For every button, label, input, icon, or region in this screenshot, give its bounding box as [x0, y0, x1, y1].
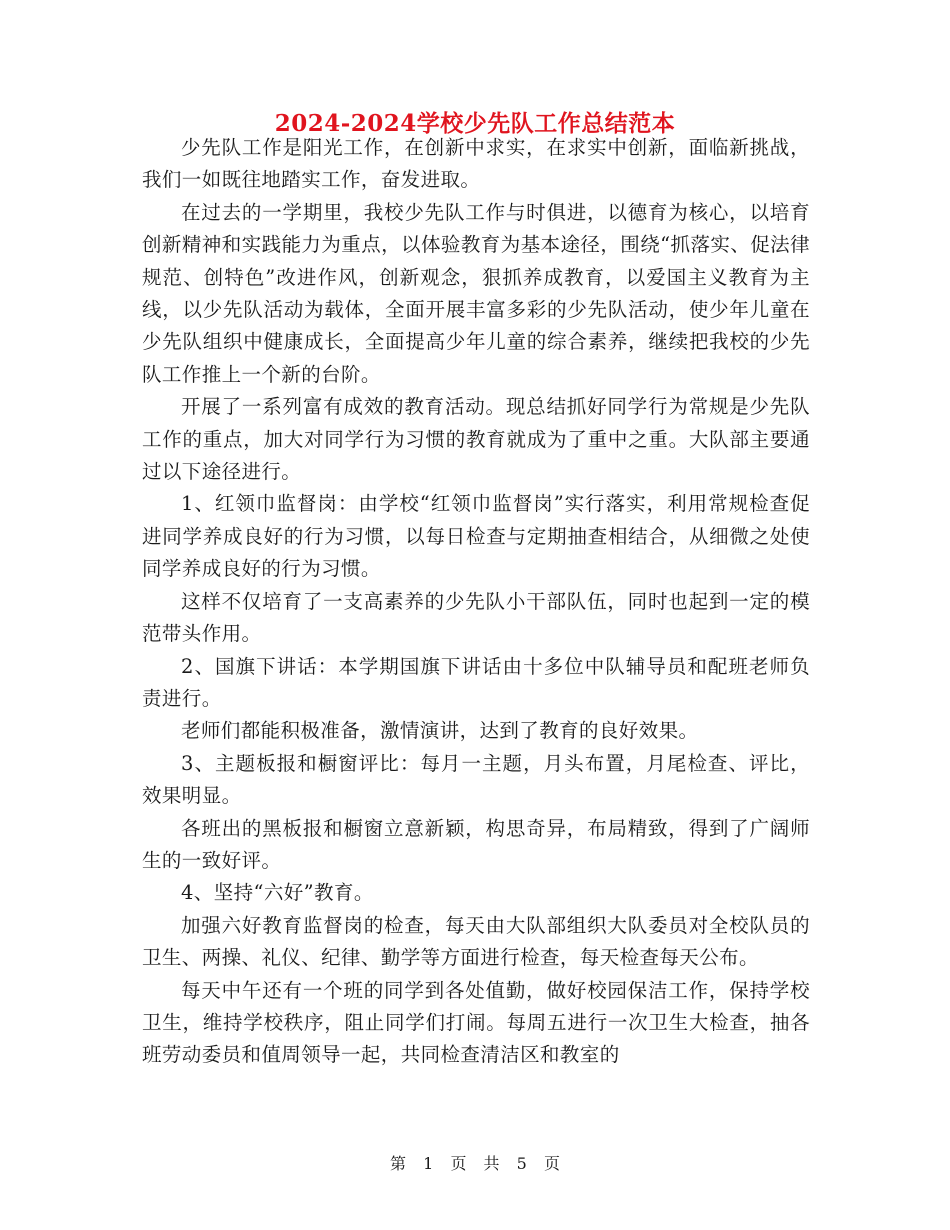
paragraph: 这样不仅培育了一支高素养的少先队小干部队伍，同时也起到一定的模范带头作用。	[142, 589, 810, 646]
paragraph: 4、坚持“六好”教育。	[181, 881, 374, 905]
page-footer	[0, 1152, 950, 1176]
footer-page-mid: 页	[450, 1154, 467, 1173]
paragraph: 3、主题板报和橱窗评比：每月一主题，月头布置，月尾检查、评比，效果明显。	[142, 751, 810, 808]
paragraph: 1、红领巾监督岗：由学校“红领巾监督岗”实行落实，利用常规检查促进同学养成良好的行为习惯，以每日检查与定期抽查相结合，从细微之处使同学养成良好的行为习惯。	[142, 492, 810, 581]
paragraph: 2、国旗下讲话：本学期国旗下讲话由十多位中队辅导员和配班老师负责进行。	[142, 654, 810, 710]
document-title: 2024-2024学校少先队工作总结范本	[274, 110, 676, 137]
paragraph: 加强六好教育监督岗的检查，每天由大队部组织大队委员对全校队员的卫生、两操、礼仪、纪律、勤学等方面进行检查，每天检查每天公布。	[142, 913, 810, 970]
footer-total-pages: 5	[516, 1154, 527, 1173]
paragraph: 少先队工作是阳光工作，在创新中求实，在求实中创新，面临新挑战，我们一如既往地踏实工作，奋发进取。	[142, 136, 810, 192]
paragraph: 在过去的一学期里，我校少先队工作与时俱进，以德育为核心，以培育创新精神和实践能力为重点，以体验教育为基本途径，围绕“抓落实、促法律规范、创特色”改进作风，创新观念，狠抓养成教育，以爱国主义教育为主线，以少先队活动为载体，全面开展丰富多彩的少先队活动，使少年儿童在少先队组织中健康成长，全面提高少年儿童的综合素养，继续把我校的少先队工作推上一个新的台阶。	[142, 200, 810, 386]
document-body	[142, 132, 810, 1072]
paragraph: 老师们都能积极准备，激情演讲，达到了教育的良好效果。	[181, 719, 699, 743]
footer-total-suffix: 页	[543, 1154, 560, 1173]
paragraph: 各班出的黑板报和橱窗立意新颖，构思奇异，布局精致，得到了广阔师生的一致好评。	[142, 816, 810, 872]
paragraph: 每天中午还有一个班的同学到各处值勤，做好校园保洁工作，保持学校卫生，维持学校秩序，阻止同学们打闹。每周五进行一次卫生大检查，抽各班劳动委员和值周领导一起，共同检查清洁区和教室的	[142, 978, 810, 1067]
footer-page-number: 1	[423, 1154, 434, 1173]
footer-total-prefix: 共	[483, 1154, 500, 1173]
paragraph: 开展了一系列富有成效的教育活动。现总结抓好同学行为常规是少先队工作的重点，加大对同学行为习惯的教育就成为了重中之重。大队部主要通过以下途径进行。	[142, 395, 810, 484]
footer-page-prefix: 第	[390, 1154, 407, 1173]
